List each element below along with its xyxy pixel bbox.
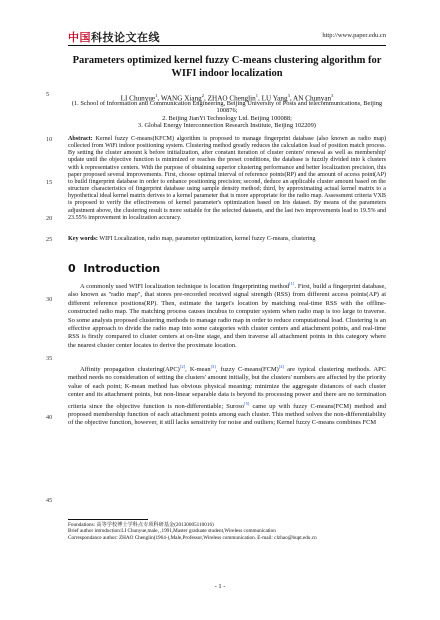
journal-logo[interactable] xyxy=(68,29,160,45)
line-number: 25 xyxy=(46,236,53,243)
paper-title: Parameters optimized kernel fuzzy C-means clustering algorithm for WIFI indoor localization xyxy=(72,55,382,79)
line-number: 15 xyxy=(46,179,53,186)
line-number: 40 xyxy=(46,414,53,421)
section-heading xyxy=(68,262,160,275)
citation-link[interactable]: [5] xyxy=(244,400,250,406)
line-number: 35 xyxy=(46,355,53,362)
abstract xyxy=(68,136,386,222)
footnote-divider xyxy=(68,519,148,520)
section-title: Introduction xyxy=(83,262,161,275)
affiliation-marker: 1 xyxy=(155,93,158,98)
footnote-correspondence: Correspondance author: ZHAO Chenglin(1964-),Male,Professor,Wireless communication. E-mail: clzhao@bupt.edu.cn xyxy=(68,534,317,541)
affiliation-marker: 1 xyxy=(255,93,258,98)
page-number: - 1 - xyxy=(214,583,226,590)
keywords xyxy=(68,236,386,243)
keywords-label: Key words: xyxy=(68,236,98,242)
logo-rest: 科技论文在线 xyxy=(91,31,160,44)
citation-link[interactable]: [2] xyxy=(179,364,186,369)
logo-cn: 中国 xyxy=(68,31,91,44)
affiliation-marker: 3 xyxy=(287,93,290,98)
keywords-text: WIFI Localization, radio map, parameter optimization, kernel fuzzy C-means, clustering xyxy=(99,236,316,242)
affiliation-marker: 3 xyxy=(331,93,334,98)
line-number: 45 xyxy=(46,497,53,504)
page-header xyxy=(68,29,386,45)
line-number: 30 xyxy=(46,296,53,303)
abstract-label: Abstract: xyxy=(68,136,93,142)
line-number: 20 xyxy=(46,215,53,222)
footnotes xyxy=(68,522,386,541)
citation-link[interactable]: [1] xyxy=(289,281,295,286)
affiliation-2: 2. Beijing JianYi Technology Ltd. Beijing 100088; xyxy=(162,114,292,122)
citation-link[interactable]: [3] xyxy=(210,364,216,369)
citation-link[interactable]: [4] xyxy=(278,364,284,369)
abstract-text: Kernel fuzzy C-means(KFCM) algorithm is proposed to manage fingerprint database (also known as radio map) collected from WiFi indoor positioning system. Clustering method greatly reduces the calculation load of position match process. By setting the cluster amount k before initialization, after constant iteration of cluster centers' renewal as well as membership' update until the objective function is minimized or reaches the preset conditions, the database is fuzzily divided into k clusters with k representative centers. With the purpose of obtaining superior clustering performance and better localization precision, this paper proposed several improvements. First, choose optimal interval of reference points(RP) and the amount of access point(AP) to build fingerprint database in order to enhance positioning precision; second, deduce an applicable cluster amount based on the structure characteristics of fingerprint database using sample density method; third, by approximating actual kernel matrix to a hypothetical ideal kernel matrix derives to a kernel parameter that is more appropriate for the radio map. Assessment criteria VXB is proposed to verify the effectiveness of kernel parameter's optimization based on Iris dataset. By means of the parameters adjustment above, the clustering result is more suitable for the selected datasets, and the last two improvements lead to 19.5% and 23.55% improvement in localization accuracy. xyxy=(68,136,386,221)
affiliations xyxy=(68,100,386,130)
affiliation-1: (1. School of Information and Communication Engineering, Beijing University of Posts and telecommunications, Beijing 100876; xyxy=(71,100,383,115)
header-divider xyxy=(68,45,386,46)
affiliation-3: 3. Global Energy Interconnection Research Institute, Beijing 102209) xyxy=(138,122,316,130)
affiliation-marker: 2 xyxy=(201,93,205,98)
footnote-author: Brief author introduction:LI Chunyue,male, ,1991,Master graduate student,Wireless communication xyxy=(68,528,276,535)
line-number: 10 xyxy=(46,136,53,143)
paragraph-1: A commonly used WIFI localization technique is location fingerprinting method[1]. First, build a fingerprint database, also known as "radio map", that stores pre-recorded received signal strength (RSS) from different access points(AP) at different reference positions(RP). Then, estimate the target's location by matching real-time RSS with the offline-constructed radio map. The matching process causes incubus to computer system when radio map is too large to traverse. So some analysts proposed clustering methods to manage radio map in order to reduce computational load. Clustering is an effective approach to divide the radio map into some categories with cluster centers and attachment points, and real-time RSS is firstly compared to cluster centers at on-line stage, and then traverse all attachment points in this category where the nearest cluster center locates to derive the proximate location. xyxy=(68,281,386,349)
author-list: LI Chunyue$^1$, WANG Xiang$^2$, ZHAO Chenglin$^1$, LU Yang$^3$, AN Chunyan$^3$ xyxy=(120,93,334,103)
journal-url[interactable]: http://www.paper.edu.cn xyxy=(322,32,386,39)
line-number: 5 xyxy=(46,91,50,98)
paragraph-2: Affinity propagation clustering(APC)[2], K-mean[3], fuzzy C-means(FCM)[4] are typical clustering methods. APC method needs no consideration of setting the clusters' amount initially, but the clusters' numbers are affected by the priority value of each point; K-mean method has obvious physical meaning: minimize the aggregate distances of each cluster center and its attachment points, but non-linear separable data is beyond its processing power and there are no termination criteria since the objective function is non-differentiable; Suroso[5] came up with fuzzy C-means(FCM) method and proposed membership function of each attachment points among each cluster. This method solves the non-differentiability of the objective function, however, it still lacks sensitivity for noise and outliers; Kernel fuzzy C-means combines FCM xyxy=(68,364,386,427)
section-number: 0 xyxy=(68,262,76,275)
footnote-foundations: Foundations: 高等学校博士学科点专项科研基金(20130005110016) xyxy=(68,522,214,528)
